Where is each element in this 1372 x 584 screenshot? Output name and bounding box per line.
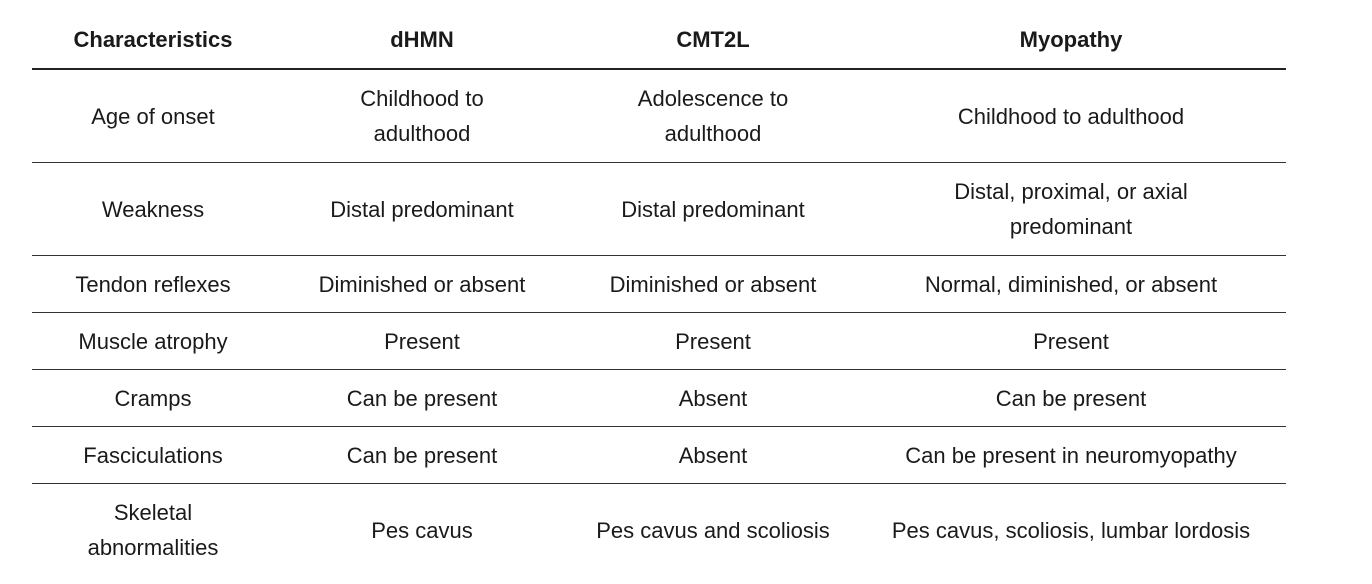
cell-myopathy: Childhood to adulthood	[856, 69, 1286, 163]
table-header	[32, 10, 1286, 69]
row-label: Age of onset	[32, 69, 274, 163]
row-label: Skeletal abnormalities	[87, 500, 219, 560]
row-label: Fasciculations	[32, 427, 274, 484]
table-row	[32, 484, 1286, 577]
comparison-table	[32, 10, 1286, 576]
cell-myopathy: Normal, diminished, or absent	[856, 256, 1286, 313]
table-row	[32, 163, 1286, 256]
table-row	[32, 370, 1286, 427]
cell-cmt2l: Adolescence to adulthood	[570, 69, 856, 163]
cell-cmt2l: Pes cavus and scoliosis	[596, 517, 830, 543]
cell-cmt2l: Diminished or absent	[570, 256, 856, 313]
header-myopathy: Myopathy	[856, 10, 1286, 69]
cell-myopathy: Can be present	[856, 370, 1286, 427]
cell-dhmn: Childhood to adulthood	[274, 69, 570, 163]
row-label: Weakness	[32, 163, 274, 256]
table-row	[32, 313, 1286, 370]
table-body	[32, 69, 1286, 576]
header-dhmn: dHMN	[274, 10, 570, 69]
cell-myopathy: Can be present in neuromyopathy	[856, 427, 1286, 484]
header-characteristics: Characteristics	[32, 10, 274, 69]
cell-cmt2l: Absent	[570, 427, 856, 484]
cell-dhmn: Diminished or absent	[274, 256, 570, 313]
cell-dhmn: Can be present	[274, 427, 570, 484]
table-row	[32, 427, 1286, 484]
cell-myopathy: Present	[856, 313, 1286, 370]
cell-myopathy: Pes cavus, scoliosis, lumbar lordosis	[891, 517, 1251, 543]
cell-dhmn: Present	[274, 313, 570, 370]
cell-dhmn: Can be present	[274, 370, 570, 427]
row-label: Muscle atrophy	[32, 313, 274, 370]
table-row	[32, 69, 1286, 163]
row-label: Tendon reflexes	[32, 256, 274, 313]
cell-dhmn: Distal predominant	[274, 163, 570, 256]
cell-cmt2l: Present	[570, 313, 856, 370]
cell-cmt2l: Absent	[570, 370, 856, 427]
row-label: Cramps	[32, 370, 274, 427]
cell-dhmn: Pes cavus	[371, 517, 473, 543]
header-cmt2l: CMT2L	[570, 10, 856, 69]
cell-myopathy: Distal, proximal, or axial predominant	[856, 163, 1286, 256]
header-row	[32, 10, 1286, 69]
table-row	[32, 256, 1286, 313]
cell-cmt2l: Distal predominant	[570, 163, 856, 256]
